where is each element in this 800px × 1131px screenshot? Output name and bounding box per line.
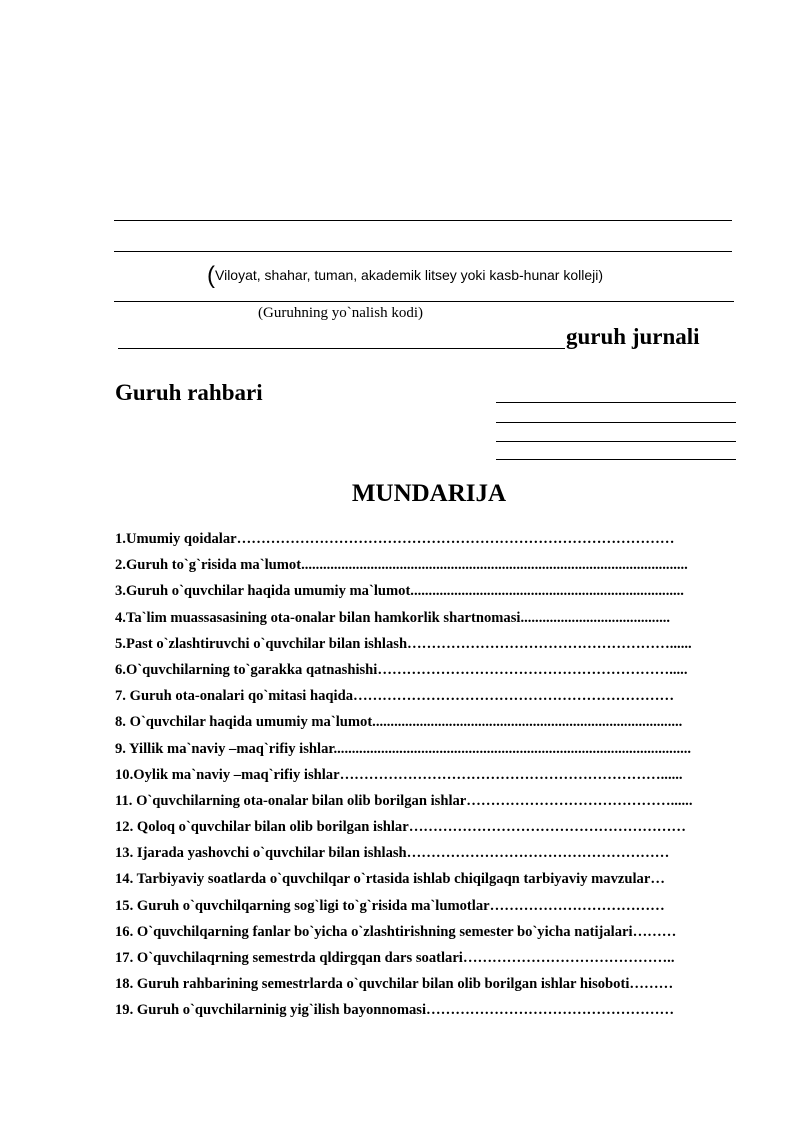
toc-item: 13. Ijarada yashovchi o`quvchilar bilan ishlash………………………………………………: [115, 845, 670, 862]
table-of-contents: [115, 526, 740, 1024]
leader-line-3: [496, 441, 736, 442]
leader-line-1: [496, 402, 736, 403]
leader-label: Guruh rahbari: [115, 380, 263, 405]
page-title: MUNDARIJA: [351, 480, 507, 507]
toc-item: 17. O`quvchilaqrning semestrda qldirgqan dars soatlari……………………………………..: [115, 950, 675, 966]
toc-item: 2.Guruh to`g`risida ma`lumot..........................................................................................................: [115, 557, 688, 574]
toc-item: 14. Tarbiyaviy soatlarda o`quvchilqar o`rtasida ishlab chiqilgaqn tarbiyaviy mavzular…: [115, 871, 665, 888]
toc-item: 10.Oylik ma`naviy –maq`rifiy ishlar…………………………………………………………......: [115, 766, 683, 783]
toc-item: 19. Guruh o`quvchilarninig yig`ilish bayonnomasi……………………………………………: [115, 1002, 675, 1019]
toc-item: 15. Guruh o`quvchilqarning sog`ligi to`g`risida ma`lumotlar………………………………: [115, 897, 665, 914]
fill-line-1: [114, 220, 732, 221]
toc-item: 12. Qoloq o`quvchilar bilan olib borilgan ishlar…………………………………………………: [115, 819, 686, 836]
toc-item: 9. Yillik ma`naviy –maq`rifiy ishlar..................................................................................................: [115, 740, 692, 757]
fill-line-2: [114, 251, 732, 252]
leader-line-2: [496, 422, 736, 423]
code-caption: (Guruhning yo`nalish kodi): [258, 305, 423, 321]
toc-item: 11. O`quvchilarning ota-onalar bilan olib borilgan ishlar……………………………………......: [115, 792, 693, 809]
leader-line-4: [496, 459, 736, 460]
toc-item: 18. Guruh rahbarining semestrlarda o`quvchilar bilan olib borilgan ishlar hisoboti………: [115, 976, 674, 993]
region-caption-paren: (: [207, 262, 215, 289]
toc-item: 1.Umumiy qoidalar………………………………………………………………………………: [115, 531, 675, 547]
region-caption-text: Viloyat, shahar, tuman, akademik litsey yoki kasb-hunar kolleji): [215, 267, 604, 283]
toc-item: 6.O`quvchilarning to`garakka qatnashishi…………………………………………………….....: [115, 661, 688, 678]
toc-item: 7. Guruh ota-onalari qo`mitasi haqida…………………………………………………………: [115, 688, 675, 705]
toc-item: 8. O`quvchilar haqida umumiy ma`lumot.....................................................................................: [115, 714, 683, 731]
journal-label: guruh jurnali: [566, 324, 700, 349]
toc-item: 5.Past o`zlashtiruvchi o`quvchilar bilan ishlash………………………………………………......: [115, 635, 692, 652]
fill-line-3: [114, 301, 734, 302]
group-name-line: [118, 348, 565, 349]
toc-item: 4.Ta`lim muassasasining ota-onalar bilan hamkorlik shartnomasi.........................................: [115, 609, 671, 626]
toc-item: 3.Guruh o`quvchilar haqida umumiy ma`lumot...........................................................................: [115, 583, 684, 600]
region-caption: [207, 262, 603, 290]
toc-item: 16. O`quvchilqarning fanlar bo`yicha o`zlashtirishning semester bo`yicha natijalari………: [115, 923, 677, 940]
